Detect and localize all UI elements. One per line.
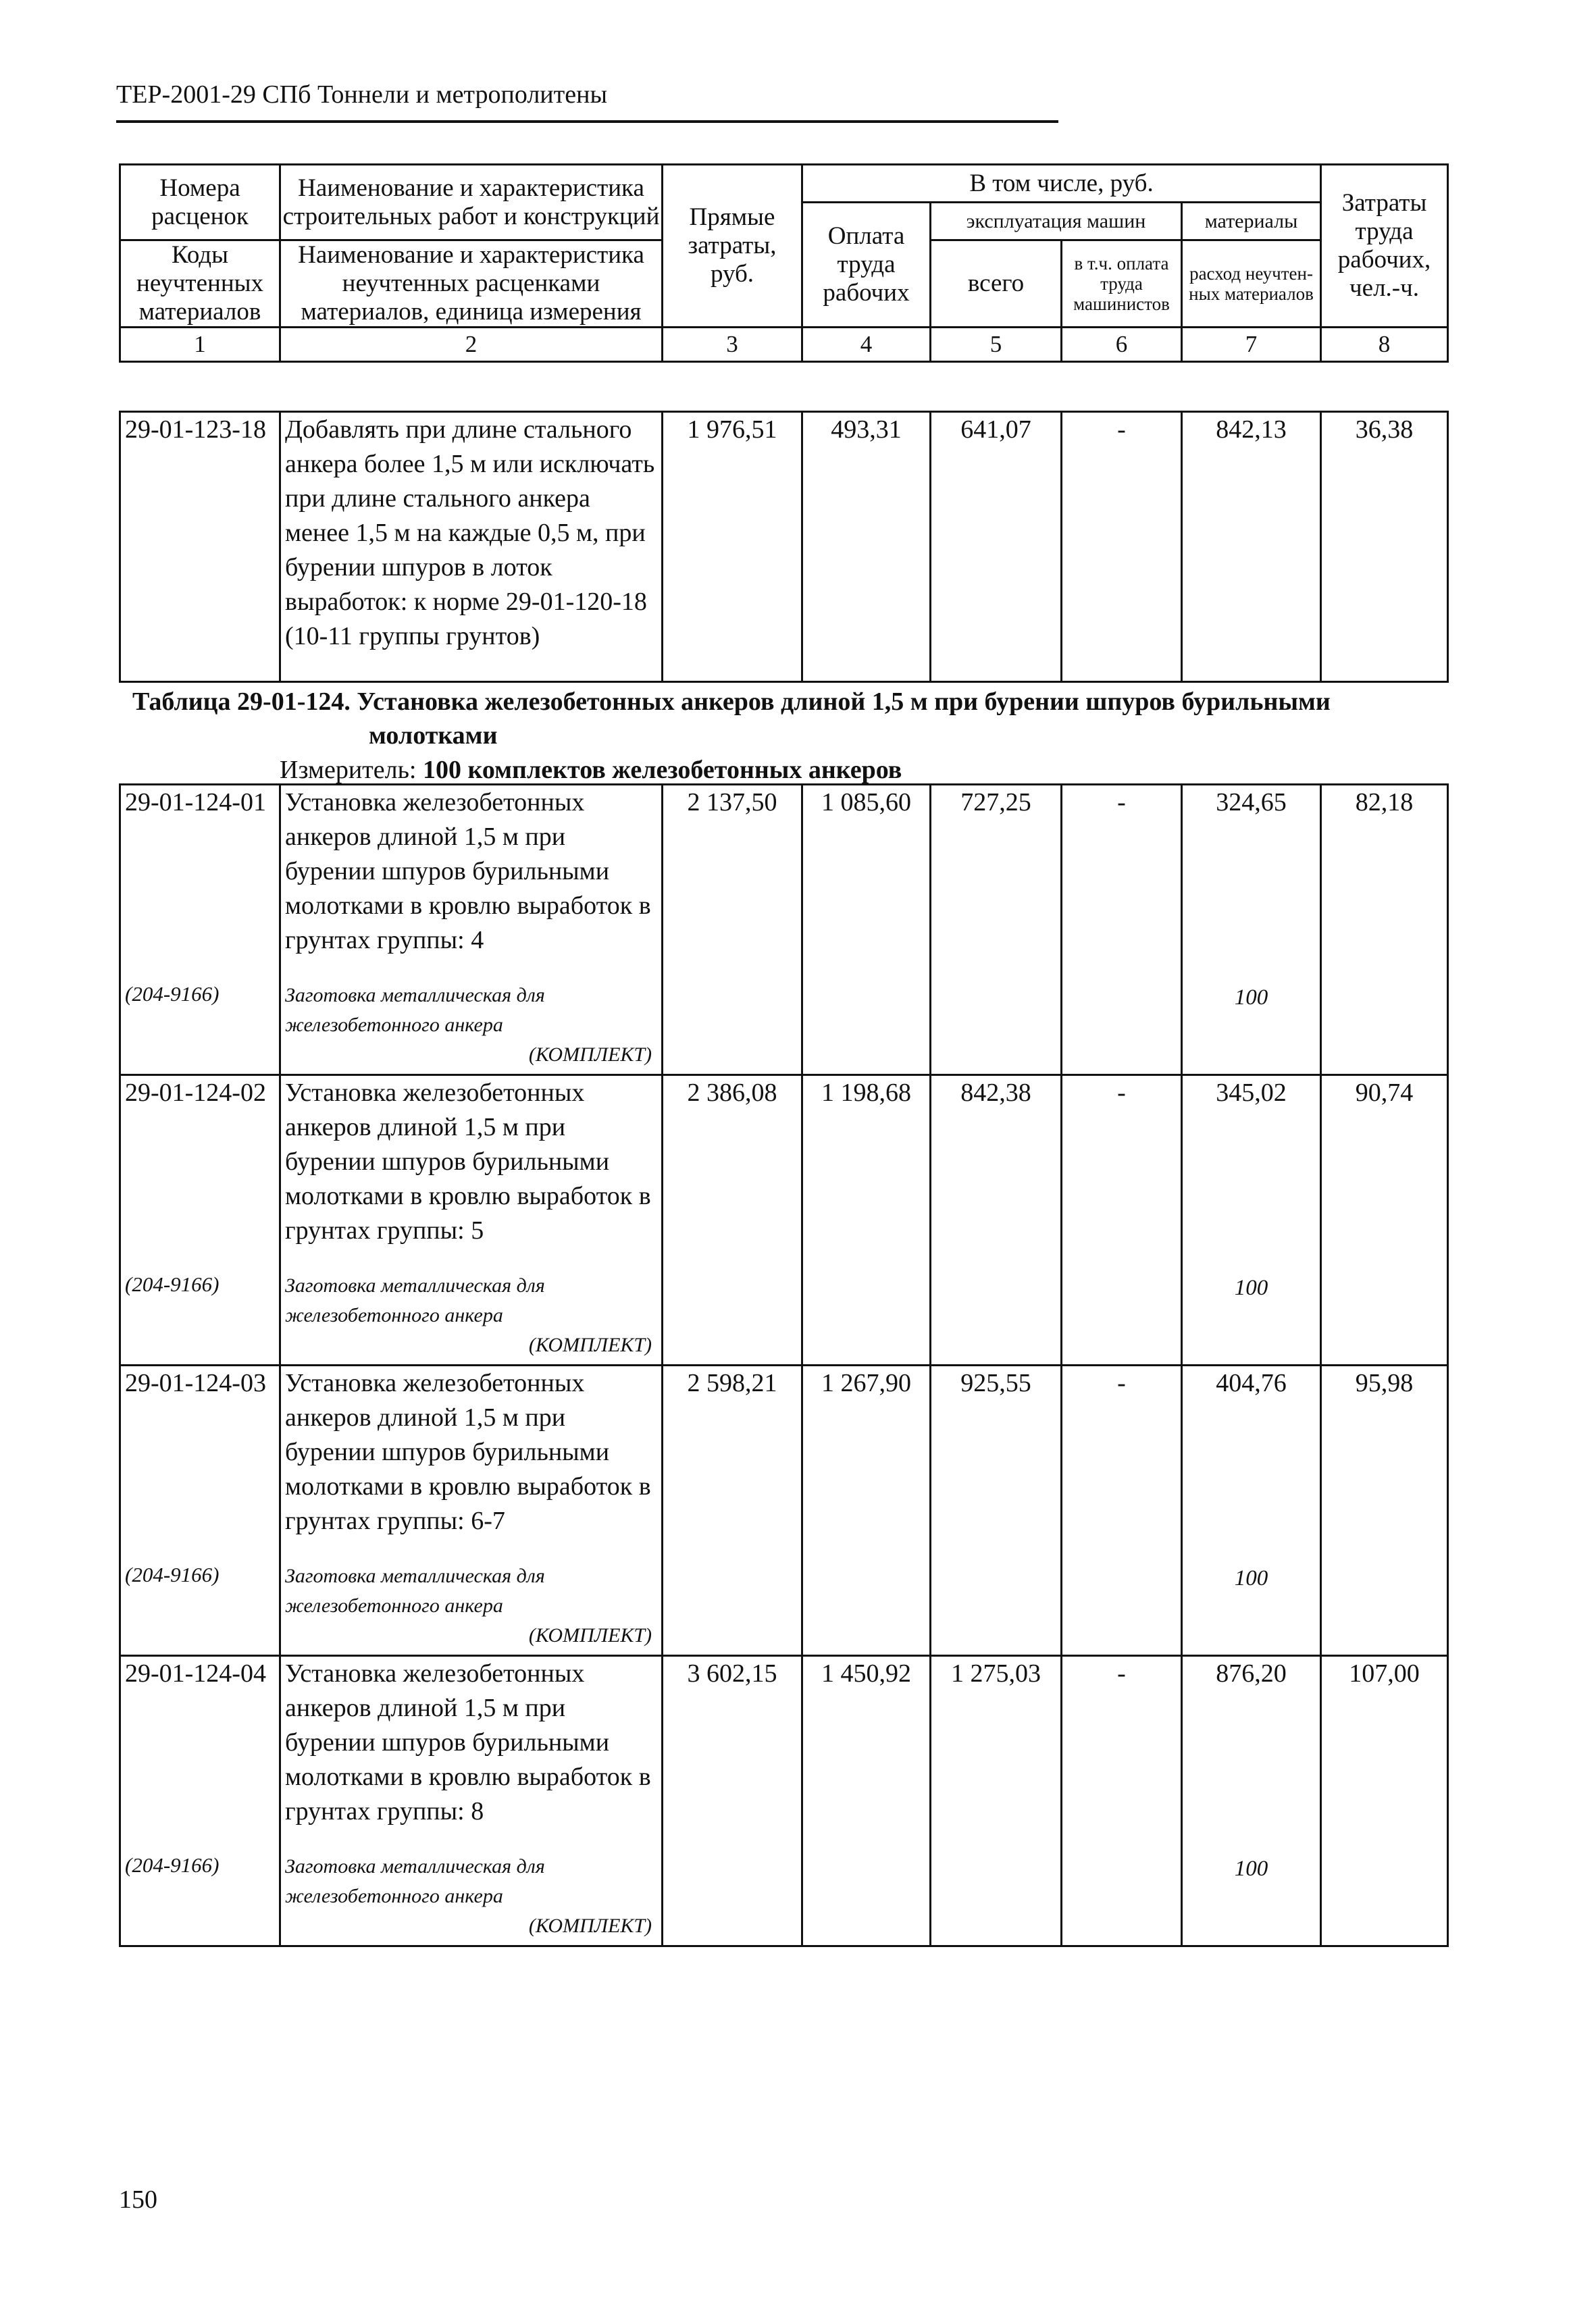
empty-cell [802, 1561, 931, 1656]
rate-code: 29-01-124-03 [120, 1366, 280, 1561]
header-labor-hours: Затраты труда рабочих, чел.-ч. [1321, 165, 1448, 328]
header-worker-pay: Оплата труда рабочих [802, 203, 931, 328]
empty-cell [1321, 1561, 1448, 1656]
materials-cost: 842,13 [1182, 412, 1321, 682]
header-material-name: Наименование и характеристика неучтенных расценками материалов, единица измерения [280, 240, 663, 328]
measure-label: Измеритель: [280, 756, 417, 784]
material-name: Заготовка металлическая для железобетонного анкера [285, 1855, 545, 1907]
material-row [120, 1271, 1448, 1366]
rate-name: Добавлять при длине стального анкера более 1,5 м или исключать при длине стального анкера менее 1,5 м на каждые 0,5 м, при бурении шпуров в лоток выработок: к норме 29-01-120-18 (10-11 группы грунтов) [280, 412, 663, 682]
empty-cell [1062, 1561, 1182, 1656]
rate-name: Установка железобетонных анкеров длиной 1,5 м при бурении шпуров бурильными молотками в кровлю выработок в грунтах группы: 4 [280, 785, 663, 981]
material-row [120, 1561, 1448, 1656]
materials-cost: 324,65 [1182, 785, 1321, 981]
table-row [120, 1656, 1448, 1852]
worker-pay: 493,31 [802, 412, 931, 682]
empty-cell [663, 981, 802, 1075]
page-number: 150 [119, 2185, 157, 2214]
column-number: 4 [802, 328, 931, 362]
machinist-pay: - [1062, 785, 1182, 981]
material-unit: (КОМПЛЕКТ) [528, 1043, 652, 1066]
header-including: В том числе, руб. [802, 165, 1321, 203]
empty-cell [931, 1852, 1062, 1946]
header-rate-numbers: Номера расценок [120, 165, 280, 240]
material-name: Заготовка металлическая для железобетонного анкера [285, 983, 545, 1036]
material-code: (204-9166) [120, 1561, 280, 1656]
empty-cell [1062, 981, 1182, 1075]
table-title-line: Таблица 29-01-124. Установка железобетонных анкеров длиной 1,5 м при бурении шпуров бурильными [132, 688, 1331, 716]
empty-cell [1321, 1852, 1448, 1946]
material-quantity: 100 [1182, 981, 1321, 1075]
empty-cell [802, 1271, 931, 1366]
materials-cost: 876,20 [1182, 1656, 1321, 1852]
measure-value: 100 комплектов железобетонных анкеров [423, 756, 902, 784]
machinist-pay: - [1062, 1366, 1182, 1561]
empty-cell [1062, 1271, 1182, 1366]
empty-cell [802, 1852, 931, 1946]
column-header-table [119, 163, 1449, 363]
worker-pay: 1 450,92 [802, 1656, 931, 1852]
empty-cell [931, 1271, 1062, 1366]
rate-code: 29-01-124-01 [120, 785, 280, 981]
machines-total: 641,07 [931, 412, 1062, 682]
direct-costs: 2 386,08 [663, 1075, 802, 1271]
labor-hours: 36,38 [1321, 412, 1448, 682]
header-machines-total: всего [931, 240, 1062, 328]
material-name: Заготовка металлическая для железобетонного анкера [285, 1274, 545, 1326]
rate-name: Установка железобетонных анкеров длиной 1,5 м при бурении шпуров бурильными молотками в кровлю выработок в грунтах группы: 5 [280, 1075, 663, 1271]
material-row [120, 1852, 1448, 1946]
material-name-cell [280, 1561, 663, 1656]
material-row [120, 981, 1448, 1075]
machines-total: 925,55 [931, 1366, 1062, 1561]
table-row [120, 1366, 1448, 1561]
column-number: 2 [280, 328, 663, 362]
empty-cell [931, 1561, 1062, 1656]
header-machine-operation: эксплуатация машин [931, 203, 1182, 240]
worker-pay: 1 085,60 [802, 785, 931, 981]
column-number: 7 [1182, 328, 1321, 362]
header-material-consumption: расход неучтен-ных материалов [1182, 240, 1321, 328]
measure-unit [280, 755, 902, 785]
table-title [132, 685, 1443, 752]
column-number: 3 [663, 328, 802, 362]
direct-costs: 1 976,51 [663, 412, 802, 682]
column-number: 5 [931, 328, 1062, 362]
machines-total: 1 275,03 [931, 1656, 1062, 1852]
material-unit: (КОМПЛЕКТ) [528, 1624, 652, 1647]
table-row [120, 785, 1448, 981]
header-work-name: Наименование и характеристика строительных работ и конструкций [280, 165, 663, 240]
header-materials: материалы [1182, 203, 1321, 240]
empty-cell [663, 1271, 802, 1366]
header-direct-costs: Прямые затраты, руб. [663, 165, 802, 328]
material-name-cell [280, 1852, 663, 1946]
worker-pay: 1 198,68 [802, 1075, 931, 1271]
running-head: ТЕР-2001-29 СПб Тоннели и метрополитены [116, 80, 607, 109]
material-name-cell [280, 981, 663, 1075]
running-head-rule [116, 120, 1058, 123]
empty-cell [1062, 1852, 1182, 1946]
header-unaccounted-codes: Коды неучтенных материалов [120, 240, 280, 328]
direct-costs: 2 137,50 [663, 785, 802, 981]
material-unit: (КОМПЛЕКТ) [528, 1914, 652, 1937]
worker-pay: 1 267,90 [802, 1366, 931, 1561]
column-number: 6 [1062, 328, 1182, 362]
empty-cell [802, 981, 931, 1075]
materials-cost: 345,02 [1182, 1075, 1321, 1271]
rate-table-124 [119, 783, 1449, 1947]
materials-cost: 404,76 [1182, 1366, 1321, 1561]
rate-code: 29-01-124-04 [120, 1656, 280, 1852]
rate-table-123 [119, 411, 1449, 683]
header-machinist-pay: в т.ч. оплата труда машинистов [1062, 240, 1182, 328]
direct-costs: 3 602,15 [663, 1656, 802, 1852]
column-number: 1 [120, 328, 280, 362]
material-name-cell [280, 1271, 663, 1366]
labor-hours: 82,18 [1321, 785, 1448, 981]
table-row [120, 1075, 1448, 1271]
machines-total: 727,25 [931, 785, 1062, 981]
rate-name: Установка железобетонных анкеров длиной 1,5 м при бурении шпуров бурильными молотками в кровлю выработок в грунтах группы: 6-7 [280, 1366, 663, 1561]
column-number: 8 [1321, 328, 1448, 362]
material-quantity: 100 [1182, 1561, 1321, 1656]
material-code: (204-9166) [120, 981, 280, 1075]
material-quantity: 100 [1182, 1271, 1321, 1366]
table-title-line: молотками [369, 721, 498, 750]
empty-cell [931, 981, 1062, 1075]
labor-hours: 95,98 [1321, 1366, 1448, 1561]
empty-cell [1321, 981, 1448, 1075]
labor-hours: 90,74 [1321, 1075, 1448, 1271]
rate-code: 29-01-124-02 [120, 1075, 280, 1271]
machines-total: 842,38 [931, 1075, 1062, 1271]
rate-code: 29-01-123-18 [120, 412, 280, 682]
material-unit: (КОМПЛЕКТ) [528, 1333, 652, 1356]
direct-costs: 2 598,21 [663, 1366, 802, 1561]
table-row [120, 412, 1448, 682]
material-code: (204-9166) [120, 1852, 280, 1946]
material-quantity: 100 [1182, 1852, 1321, 1946]
machinist-pay: - [1062, 412, 1182, 682]
material-name: Заготовка металлическая для железобетонного анкера [285, 1564, 545, 1617]
rate-name: Установка железобетонных анкеров длиной 1,5 м при бурении шпуров бурильными молотками в кровлю выработок в грунтах группы: 8 [280, 1656, 663, 1852]
material-code: (204-9166) [120, 1271, 280, 1366]
empty-cell [1321, 1271, 1448, 1366]
labor-hours: 107,00 [1321, 1656, 1448, 1852]
empty-cell [663, 1561, 802, 1656]
empty-cell [663, 1852, 802, 1946]
machinist-pay: - [1062, 1075, 1182, 1271]
machinist-pay: - [1062, 1656, 1182, 1852]
